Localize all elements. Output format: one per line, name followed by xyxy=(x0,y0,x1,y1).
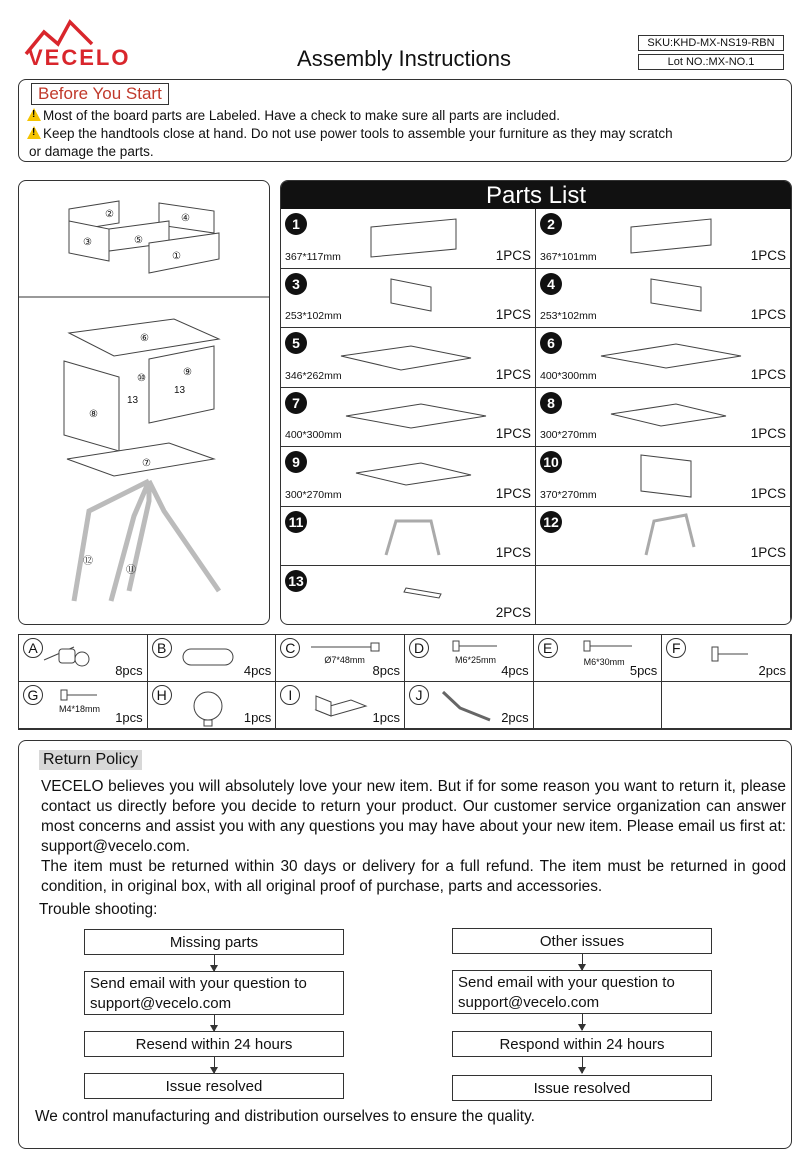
part-cell-11 xyxy=(281,507,536,567)
part-quantity: 1PCS xyxy=(750,545,786,560)
part-cell-7 xyxy=(281,388,536,448)
hardware-quantity: 4pcs xyxy=(243,663,272,678)
right-flow-step-1: Other issues xyxy=(452,928,712,954)
part-number: 10 xyxy=(540,451,562,473)
hardware-letter: G xyxy=(23,685,43,705)
hardware-cell-D xyxy=(405,635,534,682)
part-quantity: 1PCS xyxy=(495,307,531,322)
part-cell-9 xyxy=(281,447,536,507)
hardware-quantity: 5pcs xyxy=(629,663,658,678)
hardware-letter: E xyxy=(538,638,558,658)
arrow-down-icon xyxy=(214,955,215,971)
parts-list-panel xyxy=(280,180,792,625)
hardware-letter: J xyxy=(409,685,429,705)
part-cell-2 xyxy=(536,209,791,269)
part-cell-3 xyxy=(281,269,536,329)
hardware-letter: H xyxy=(152,685,172,705)
part-number: 9 xyxy=(285,451,307,473)
return-policy-paragraph-1: VECELO believes you will absolutely love your new item. But if for some reason you want to return it, please contact us directly before you decide to return your product. Our customer service organization can answer most concerns and assist you with any questions you may have about your new item. Please email us first at: support@vecelo.com. xyxy=(41,778,786,855)
return-policy-panel xyxy=(18,740,792,1149)
hardware-quantity: 2pcs xyxy=(501,710,529,725)
part-cell-8 xyxy=(536,388,791,448)
part-dimension: 370*270mm xyxy=(540,488,597,501)
hardware-cell-H xyxy=(148,682,277,729)
hardware-dimension: M4*18mm xyxy=(59,704,101,714)
part-cell-13 xyxy=(281,566,536,625)
part-dimension: 300*270mm xyxy=(540,429,597,441)
part-number: 4 xyxy=(540,273,562,295)
part-number: 11 xyxy=(285,511,307,533)
hardware-cell-I xyxy=(276,682,405,729)
part-number: 1 xyxy=(285,213,307,235)
hardware-quantity: 8pcs xyxy=(115,663,143,678)
part-quantity: 1PCS xyxy=(750,247,786,263)
hardware-dimension: M6*25mm xyxy=(455,655,497,665)
trouble-shooting-label: Trouble shooting: xyxy=(39,901,158,918)
hardware-quantity: 2pcs xyxy=(758,663,786,678)
part-cell-1 xyxy=(281,209,536,269)
return-policy-paragraph-2: The item must be returned within 30 days or delivery for a full refund. The item must be returned in good condition, in original box, with all original proof of purchase, parts and accessories. xyxy=(41,858,786,895)
arrow-down-icon xyxy=(214,1015,215,1031)
sku-box xyxy=(638,35,784,73)
hardware-quantity: 1pcs xyxy=(372,710,400,725)
hardware-dimension: Ø7*48mm xyxy=(324,655,365,665)
hardware-cell-J xyxy=(405,682,534,729)
diagram-label-3: ③ xyxy=(83,237,92,248)
part-quantity: 1PCS xyxy=(495,366,531,382)
hardware-quantity: 1pcs xyxy=(115,710,143,725)
before-line-1-text: Most of the board parts are Labeled. Have a check to make sure all parts are included. xyxy=(43,108,561,123)
part-cell-4 xyxy=(536,269,791,329)
right-flow-step-4: Issue resolved xyxy=(452,1075,712,1101)
diagram-label-11: ⑪ xyxy=(126,565,136,576)
part-number: 12 xyxy=(540,511,562,533)
part-number: 7 xyxy=(285,392,307,414)
hardware-dimension: M6*30mm xyxy=(583,657,625,667)
arrow-down-icon xyxy=(582,1057,583,1073)
warning-icon xyxy=(27,126,41,139)
assembly-diagram-panel xyxy=(18,180,270,625)
hardware-letter: F xyxy=(666,638,686,658)
assembly-diagram xyxy=(19,181,269,624)
part-quantity: 1PCS xyxy=(495,485,531,501)
diagram-label-9: ⑨ xyxy=(183,367,192,378)
page-title: Assembly Instructions xyxy=(297,46,511,71)
hardware-cell-B xyxy=(148,635,277,682)
part-quantity: 2PCS xyxy=(495,604,531,620)
arrow-down-icon xyxy=(582,1014,583,1030)
part-number: 2 xyxy=(540,213,562,235)
part-number: 5 xyxy=(285,332,307,354)
hardware-cell-empty xyxy=(534,682,663,729)
before-line-1 xyxy=(27,108,560,123)
return-policy-title: Return Policy xyxy=(39,750,142,770)
part-number: 3 xyxy=(285,273,307,295)
left-flow-step-1: Missing parts xyxy=(84,929,344,955)
hardware-cell-F xyxy=(662,635,791,682)
part-dimension: 346*262mm xyxy=(285,369,342,382)
hardware-quantity: 8pcs xyxy=(372,663,400,678)
left-flow-step-4: Issue resolved xyxy=(84,1073,344,1099)
right-flow-step-3: Respond within 24 hours xyxy=(452,1031,712,1057)
hardware-quantity: 1pcs xyxy=(243,710,272,725)
part-dimension: 300*270mm xyxy=(285,488,342,501)
diagram-label-12: ⑫ xyxy=(83,556,93,567)
part-quantity: 1PCS xyxy=(750,307,786,322)
before-line-2 xyxy=(27,126,673,141)
part-cell-6 xyxy=(536,328,791,388)
diagram-label-13a: 13 xyxy=(127,395,139,406)
arrow-down-icon xyxy=(214,1057,215,1073)
diagram-label-6: ⑥ xyxy=(140,333,149,344)
part-cell-empty xyxy=(536,566,791,625)
before-you-start-panel xyxy=(18,79,792,162)
left-flow-step-2: Send email with your question to support@vecelo.com xyxy=(84,971,344,1015)
hardware-cell-A xyxy=(19,635,148,682)
part-quantity: 1PCS xyxy=(495,545,531,560)
diagram-label-8: ⑧ xyxy=(89,409,98,420)
warning-icon xyxy=(27,108,41,121)
lot-label: Lot NO.:MX-NO.1 xyxy=(638,54,784,70)
part-cell-5 xyxy=(281,328,536,388)
diagram-label-1: ① xyxy=(172,251,181,262)
part-dimension: 400*300mm xyxy=(540,369,597,382)
diagram-label-4: ④ xyxy=(181,213,190,224)
return-policy-text xyxy=(41,777,786,897)
diagram-label-7: ⑦ xyxy=(142,458,151,469)
part-cell-12 xyxy=(536,507,791,567)
diagram-label-5: ⑤ xyxy=(134,235,143,246)
hardware-letter: I xyxy=(280,685,300,705)
part-quantity: 1PCS xyxy=(495,426,531,441)
hardware-list xyxy=(18,634,792,730)
before-line-2-text: Keep the handtools close at hand. Do not use power tools to assemble your furniture as they may scratch xyxy=(43,126,673,141)
hardware-cell-C xyxy=(276,635,405,682)
sku-label: SKU:KHD-MX-NS19-RBN xyxy=(638,35,784,51)
part-dimension: 253*102mm xyxy=(540,310,597,322)
diagram-label-2: ② xyxy=(105,209,114,220)
left-flow-step-3: Resend within 24 hours xyxy=(84,1031,344,1057)
part-cell-10 xyxy=(536,447,791,507)
hardware-letter: B xyxy=(152,638,172,658)
hardware-cell-E xyxy=(534,635,663,682)
part-quantity: 1PCS xyxy=(750,426,786,441)
hardware-quantity: 4pcs xyxy=(501,663,529,678)
part-quantity: 1PCS xyxy=(495,247,531,263)
before-line-3: or damage the parts. xyxy=(29,144,154,159)
quality-statement: We control manufacturing and distribution ourselves to ensure the quality. xyxy=(35,1108,535,1125)
part-quantity: 1PCS xyxy=(750,485,786,501)
right-flow-step-2: Send email with your question to support@vecelo.com xyxy=(452,970,712,1014)
before-you-start-title: Before You Start xyxy=(31,83,169,105)
part-dimension: 367*101mm xyxy=(540,250,597,263)
part-quantity: 1PCS xyxy=(750,366,786,382)
part-dimension: 367*117mm xyxy=(285,250,341,263)
hardware-letter: D xyxy=(409,638,429,658)
arrow-down-icon xyxy=(582,954,583,970)
hardware-cell-empty xyxy=(662,682,791,729)
hardware-letter: A xyxy=(23,638,43,658)
part-dimension: 400*300mm xyxy=(285,429,342,441)
part-number: 13 xyxy=(285,570,307,592)
hardware-letter: C xyxy=(280,638,300,658)
part-dimension: 253*102mm xyxy=(285,310,342,322)
diagram-label-13b: 13 xyxy=(174,385,186,396)
part-number: 8 xyxy=(540,392,562,414)
part-number: 6 xyxy=(540,332,562,354)
parts-list-title: Parts List xyxy=(281,181,791,209)
logo-text: VECELO xyxy=(28,45,131,70)
hardware-cell-G xyxy=(19,682,148,729)
diagram-label-10: ⑩ xyxy=(137,373,146,384)
